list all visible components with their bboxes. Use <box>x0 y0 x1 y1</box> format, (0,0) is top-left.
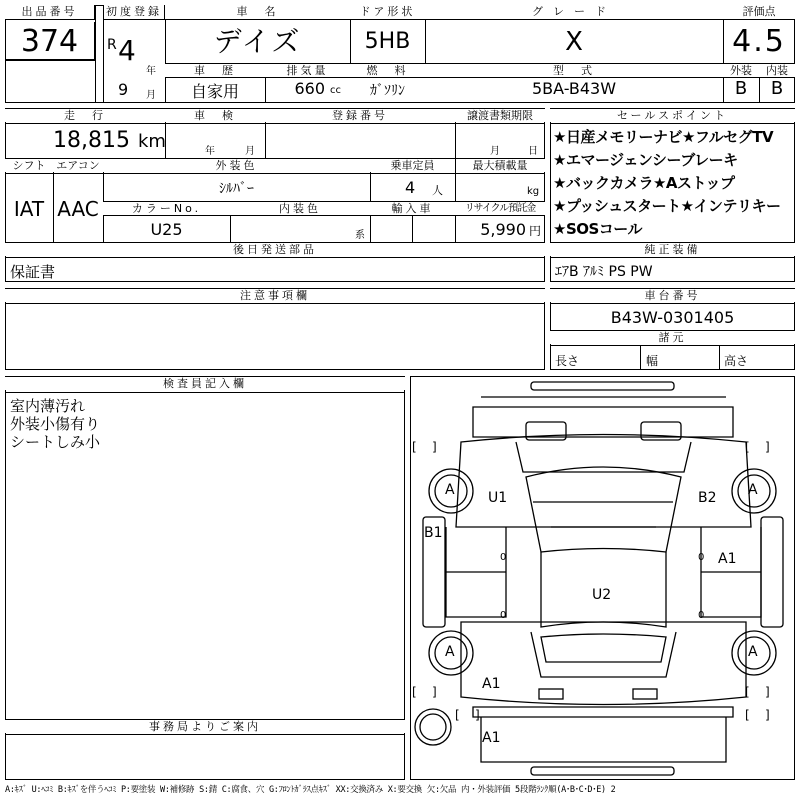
int-color-label: 内装色 <box>230 202 370 215</box>
mileage-label: 走 行 <box>5 109 165 122</box>
first-reg-label: 初度登録 <box>103 5 165 20</box>
capacity-label: 乗車定員 <box>370 159 455 172</box>
inspector-line-1: 室内薄汚れ <box>10 397 86 415</box>
car-name-label: 車 名 <box>165 5 350 20</box>
car-name: デイズ <box>213 25 302 58</box>
color-no: U25 <box>150 220 183 239</box>
tire-front-left-mark: A <box>445 482 455 498</box>
bracket-left-3: [ ] <box>455 708 480 722</box>
reg-month: 9 <box>118 80 129 99</box>
length-label: 長さ <box>555 354 580 368</box>
interior-grade: B <box>770 78 784 99</box>
tire-front-right-mark: A <box>748 482 758 498</box>
sales-point-5: ★SOSコール <box>553 220 643 238</box>
inspector-label: 検査員記入欄 <box>5 377 405 390</box>
mark-b1: B1 <box>424 525 443 541</box>
model-label: 型 式 <box>425 64 723 77</box>
tire-rear-right-mark: A <box>748 644 758 660</box>
door-label: ドア形状 <box>350 5 425 20</box>
specs-label: 諸元 <box>550 331 795 344</box>
exterior-grade: B <box>734 78 748 99</box>
door-type: 5HB <box>364 29 411 54</box>
reg-year: 4 <box>118 34 136 67</box>
history-label: 車 歴 <box>165 64 265 77</box>
inspection-year-unit: 年 <box>205 146 215 157</box>
equipment: ｴｱB ｱﾙﾐ PS PW <box>555 264 653 280</box>
later-parts: 保証書 <box>10 263 56 281</box>
ext-color-label: 外装色 <box>103 159 370 172</box>
inspection-month-unit: 月 <box>245 146 255 157</box>
office-label: 事務局よりご案内 <box>5 720 405 733</box>
tire-rear-left-mark: A <box>445 644 455 660</box>
lot-no-label: 出品番号 <box>5 5 95 20</box>
mark-zero-4: 0 <box>698 610 705 621</box>
month-unit: 月 <box>146 90 156 101</box>
mark-u2: U2 <box>592 587 612 603</box>
lot-no: 374 <box>5 22 95 60</box>
mark-a1-right: A1 <box>718 551 737 567</box>
interior-label: 内装 <box>759 64 795 77</box>
ext-color: ｼﾙﾊﾞｰ <box>219 181 254 197</box>
mark-u1: U1 <box>488 490 508 506</box>
mark-b2: B2 <box>698 490 717 506</box>
import-label: 輸入車 <box>370 202 455 215</box>
mileage: 18,815 <box>53 128 130 153</box>
mark-a1-rear: A1 <box>482 676 501 692</box>
later-parts-label: 後日発送部品 <box>5 243 545 256</box>
load-unit: kg <box>527 186 540 197</box>
exterior-label: 外装 <box>723 64 759 77</box>
reg-no-label: 登録番号 <box>265 109 455 122</box>
mark-zero-3: 0 <box>500 610 507 621</box>
capacity: 4 <box>405 178 416 197</box>
sales-point-3: ★バックカメラ★Aストップ <box>553 174 735 192</box>
sales-point-4: ★プッシュスタート★インテリキー <box>553 197 781 215</box>
year-unit: 年 <box>146 66 156 77</box>
mark-zero-1: 0 <box>500 552 507 563</box>
height-label: 高さ <box>724 354 749 368</box>
shift-label: シフト <box>5 159 53 172</box>
sales-point-2: ★エマージェンシーブレーキ <box>553 151 738 169</box>
capacity-unit: 人 <box>432 184 443 197</box>
inspector-line-3: シートしみ小 <box>10 433 101 451</box>
bracket-right-2: [ ] <box>745 685 770 699</box>
mark-zero-2: 0 <box>698 552 705 563</box>
width-label: 幅 <box>646 354 659 368</box>
transfer-month-unit: 月 <box>490 146 500 157</box>
chassis-no: B43W-0301405 <box>610 308 735 327</box>
displacement: 660 <box>294 79 325 98</box>
shift: IAT <box>13 197 45 221</box>
color-no-label: カラーNo. <box>103 202 230 215</box>
era-prefix: R <box>107 37 117 53</box>
inspector-line-2: 外装小傷有り <box>10 415 101 433</box>
grade-label: グレード <box>425 5 723 20</box>
notes-label: 注意事項欄 <box>5 289 545 302</box>
recycle-unit: 円 <box>529 224 542 238</box>
inspection-label: 車 検 <box>165 109 265 122</box>
transfer-label: 譲渡書類期限 <box>455 109 545 122</box>
transfer-day-unit: 日 <box>528 146 538 157</box>
sales-point-1: ★日産メモリーナビ★フルセグTV <box>553 128 774 146</box>
fuel: ｶﾞｿﾘﾝ <box>370 83 405 99</box>
mileage-unit: km <box>138 131 166 152</box>
equipment-label: 純正装備 <box>550 243 795 256</box>
bracket-right-3: [ ] <box>745 708 770 722</box>
bracket-left-1: [ ] <box>412 440 437 454</box>
score-label: 評価点 <box>723 5 795 20</box>
int-color-unit: 系 <box>355 230 365 241</box>
recycle: 5,990 <box>480 220 526 239</box>
score: 4.5 <box>732 24 786 59</box>
legend: A:ｷｽﾞ U:ﾍｺﾐ B:ｷｽﾞを伴うﾍｺﾐ P:要塗装 W:補修跡 S:錆 C:腐食、穴 G:ﾌﾛﾝﾄｶﾞﾗｽ点ｷｽﾞ XX:交換済み X:要交換 欠:欠品 内・外装評価 5段階ﾗﾝｸ順(A･B･C･D･E) 2 <box>5 785 616 795</box>
ac-label: エアコン <box>53 159 103 172</box>
model: 5BA-B43W <box>531 79 617 98</box>
ac: AAC <box>57 197 99 221</box>
displacement-label: 排気量 <box>265 64 350 77</box>
bracket-right-1: [ ] <box>745 440 770 454</box>
history: 自家用 <box>190 82 239 101</box>
mark-a1-bottom: A1 <box>482 730 501 746</box>
load-label: 最大積載量 <box>455 159 545 172</box>
bracket-left-2: [ ] <box>412 685 437 699</box>
fuel-label: 燃 料 <box>350 64 425 77</box>
sales-points-label: セールスポイント <box>550 109 795 122</box>
chassis-label: 車台番号 <box>550 289 795 302</box>
displacement-unit: cc <box>330 85 341 96</box>
grade: X <box>565 27 583 57</box>
recycle-label: リサイクル預託金 <box>455 202 545 215</box>
